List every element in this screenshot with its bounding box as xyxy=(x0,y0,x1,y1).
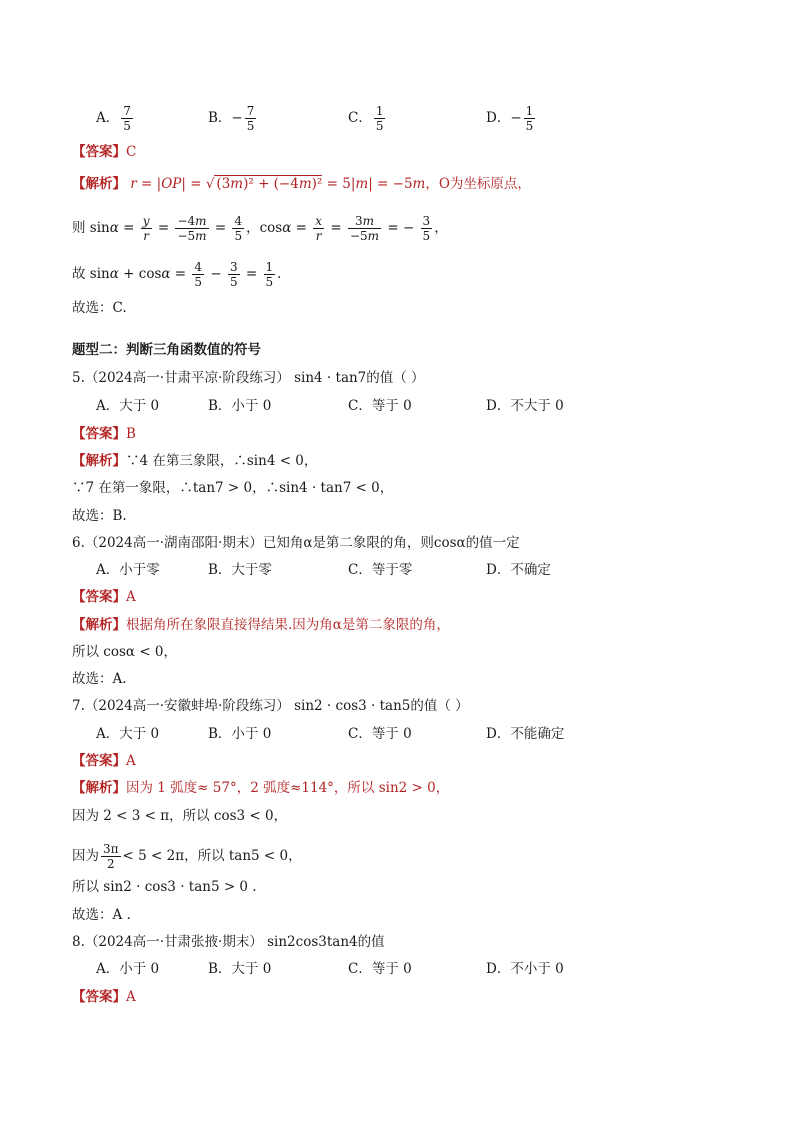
q5-answer: 【答案】B xyxy=(72,426,136,442)
q8-option-b: B．大于 0 xyxy=(208,961,272,977)
q7-analysis-line1: 【解析】因为 1 弧度≈ 57°，2 弧度≈114°，所以 sin2 > 0， xyxy=(72,780,450,796)
q8-option-c: C．等于 0 xyxy=(348,961,412,977)
q7-answer: 【答案】A xyxy=(72,753,136,769)
q6-option-d: D．不确定 xyxy=(486,562,551,578)
section-title: 题型二：判断三角函数值的符号 xyxy=(72,342,261,358)
q4-modulus-formula: r = |OP| = √ (3m)² + (−4m)² = 5|m| = −5m xyxy=(130,176,426,192)
q5-option-d: D．不大于 0 xyxy=(486,398,564,414)
q6-option-b: B．大于零 xyxy=(208,562,272,578)
q6-stem: 6.（2024高一·湖南邵阳·期末）已知角α是第二象限的角，则cosα的值一定 xyxy=(72,535,520,551)
q4-analysis-line2: 则 sinα = $\frac{y}{r}$ = $\frac{-4m}{-5m}$ = $\frac{4}{5}$ ，cosα = $\frac{x}{r}$ = $\frac{3m}{-5m}$ = − $\frac{3}{5}$ ， xyxy=(72,214,448,243)
q6-answer: 【答案】A xyxy=(72,589,136,605)
q4-option-a: A． $\frac{7}{5}$ xyxy=(96,104,131,133)
q4-conclusion: 故选：C. xyxy=(72,300,127,316)
q5-stem: 5.（2024高一·甘肃平凉·阶段练习） sin4 · tan7的值（ ） xyxy=(72,370,425,386)
q5-option-c: C．等于 0 xyxy=(348,398,412,414)
q8-stem: 8.（2024高一·甘肃张掖·期末） sin2cos3tan4的值 xyxy=(72,934,385,950)
q4-option-b: B．− $\frac{7}{5}$ xyxy=(208,104,255,133)
q6-option-c: C．等于零 xyxy=(348,562,413,578)
q7-analysis-line3: 因为 $\frac{3\pi}{2}$ < 5 < 2π，所以 tan5 < 0， xyxy=(72,842,302,871)
q4-sin-cos-formula: sinα = $\frac{y}{r}$ = $\frac{-4m}{-5m}$ = $\frac{4}{5}$ ，cosα = $\frac{x}{r}$ = $\frac{3m}{-5m}$ = − $\frac{3}{5}$ ， xyxy=(89,214,448,243)
q5-analysis-line2: ∵7 在第一象限，∴tan7 > 0，∴sin4 · tan7 < 0， xyxy=(72,480,394,496)
q7-stem: 7.（2024高一·安徽蚌埠·阶段练习） sin2 · cos3 · tan5的值（ ） xyxy=(72,698,469,714)
q7-option-a: A．大于 0 xyxy=(96,726,160,742)
q5-analysis-line1: 【解析】∵4 在第三象限，∴sin4 < 0， xyxy=(72,453,318,469)
q5-option-a: A．大于 0 xyxy=(96,398,160,414)
q4-answer: 【答案】C xyxy=(72,144,137,160)
q7-option-d: D．不能确定 xyxy=(486,726,565,742)
q4-analysis-line3: 故 sinα + cosα = $\frac{4}{5}$ − $\frac{3}{5}$ = $\frac{1}{5}$ . xyxy=(72,260,282,289)
q7-option-c: C．等于 0 xyxy=(348,726,412,742)
q7-option-b: B．小于 0 xyxy=(208,726,272,742)
q7-conclusion: 故选：A . xyxy=(72,907,131,923)
q7-analysis-line4: 所以 sin2 · cos3 · tan5 > 0 . xyxy=(72,879,257,895)
q4-option-c: C． $\frac{1}{5}$ xyxy=(348,104,384,133)
q4-option-d: D．− $\frac{1}{5}$ xyxy=(486,104,534,133)
q6-analysis-line1: 【解析】根据角所在象限直接得结果.因为角α是第二象限的角， xyxy=(72,617,450,633)
q6-conclusion: 故选：A. xyxy=(72,671,127,687)
q7-analysis-line2: 因为 2 < 3 < π，所以 cos3 < 0， xyxy=(72,808,288,824)
q8-option-a: A．小于 0 xyxy=(96,961,160,977)
q5-conclusion: 故选：B. xyxy=(72,508,127,524)
q4-analysis-line1: 【解析】 r = |OP| = √ (3m)² + (−4m)² = 5|m| = −5m，O为坐标原点， xyxy=(72,176,531,192)
q8-option-d: D．不小于 0 xyxy=(486,961,564,977)
q8-answer: 【答案】A xyxy=(72,989,136,1005)
q6-option-a: A．小于零 xyxy=(96,562,160,578)
q6-analysis-line2: 所以 cosα < 0， xyxy=(72,644,178,660)
q4-sum-formula: sinα + cosα = $\frac{4}{5}$ − $\frac{3}{5}$ = $\frac{1}{5}$ . xyxy=(89,260,282,289)
q5-option-b: B．小于 0 xyxy=(208,398,272,414)
